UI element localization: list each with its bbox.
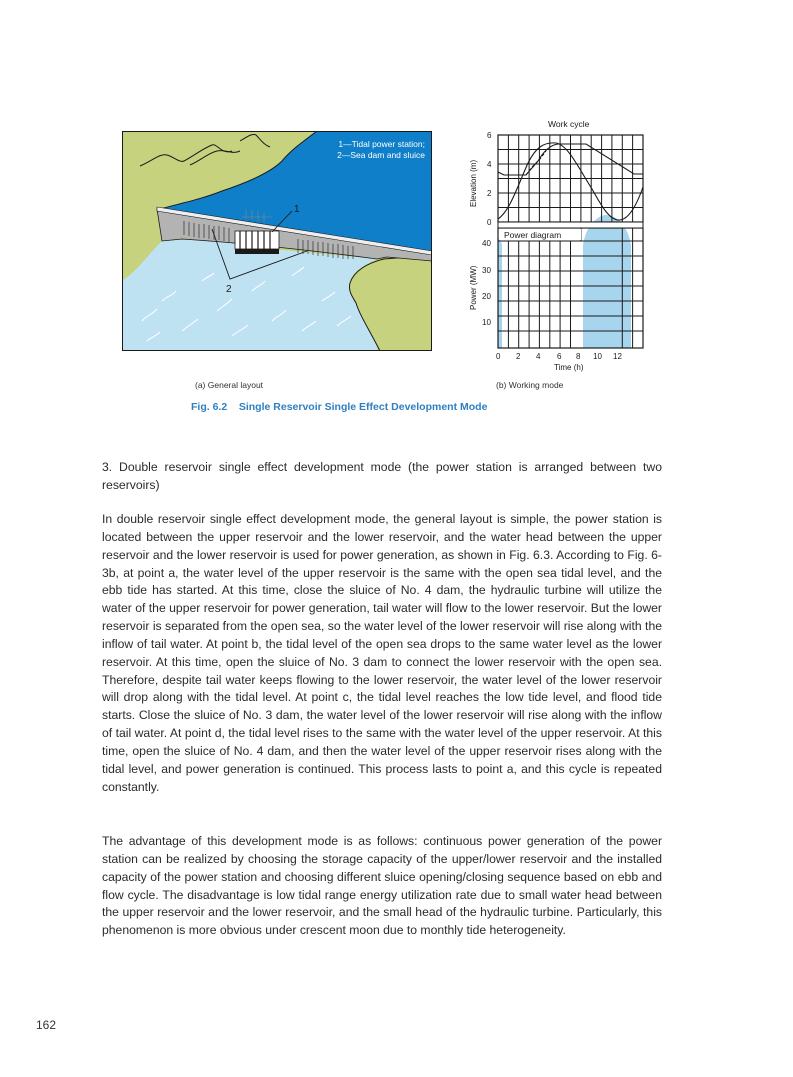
time-tick: 6 [557,352,562,361]
time-tick: 8 [576,352,581,361]
subcaption-b: (b) Working mode [496,380,564,390]
elevation-axis-label: Elevation (m) [469,159,478,207]
legend-item-2: 2—Sea dam and sluice [337,150,425,160]
power-axis-label: Power (MW) [469,265,478,310]
legend-item-1: 1—Tidal power station; [338,139,425,149]
time-tick: 10 [593,352,602,361]
power-tick: 40 [482,239,491,248]
body-paragraph-2: The advantage of this development mode is as follows: continuous power generation of the power station can be realized by choosing the storage capacity of the upper/lower reservoir and the installed capacity of the power station and choosing different sluice opening/closing sequence based on ebb and flow cycle. The disadvantage is low tidal range energy utilization rate due to small water head between the upper reservoir and the lower reservoir, and the small head of the hydraulic turbine. Particularly, this phenomenon is more obvious under crescent moon due to monthly tide heterogeneity. [102,834,662,938]
callout-label-1: 1 [294,204,300,215]
power-tick: 10 [482,318,491,327]
time-tick: 2 [516,352,521,361]
callout-label-2: 2 [226,284,232,295]
reservoir-water [122,239,378,351]
power-tick: 20 [482,292,491,301]
dam-illustration-svg [122,131,432,351]
power-diagram-label: Power diagram [504,230,562,240]
axis-divider [498,222,643,228]
power-fill-main [583,215,631,348]
illustration-legend [327,139,425,161]
work-cycle-chart-svg [462,115,662,375]
figure-caption: Fig. 6.2 Single Reservoir Single Effect Development Mode [191,401,488,413]
page-number: 162 [36,1018,57,1032]
subcaption-a: (a) General layout [195,380,264,390]
general-layout-illustration [122,131,432,351]
elevation-tick: 4 [487,160,492,169]
x-axis-label: Time (h) [554,363,584,372]
elevation-grid [498,135,643,222]
body-paragraph-1: In double reservoir single effect development mode, the general layout is simple, the power station is located between the upper reservoir and the lower reservoir, and the water head between the upper reservoir and the lower reservoir is used for power generation, as shown in Fig. 6.3. According to Fig. 6-3b, at point a, the water level of the upper reservoir is the same with the open sea tidal level, and the ebb tide has started. At this time, close the sluice of No. 4 dam, the hydraulic turbine will utilize the water of the upper reservoir for power generation, tail water will flow to the lower reservoir. But the lower reservoir is separated from the open sea, so the water level of the lower reservoir will rise along with the inflow of tail water. At point b, the tidal level of the open sea drops to the same water level as the lower reservoir. At this time, open the sluice of No. 3 dam to connect the lower reservoir with the open sea. Therefore, despite tail water keeps flowing to the lower reservoir, the water level of the lower reservoir will drop along with the tidal level. At point c, the tidal level reaches the low tide level, and flood tide starts. Close the sluice of No. 3 dam, the water level of the lower reservoir will rise along with the inflow of tail water. At point d, the tidal level rises to the same with the water level of the upper reservoir. At this time, open the sluice of No. 4 dam, and then the water level of the upper reservoir rises along with the tidal level, and power generation is continued. This process lasts to point a, and this cycle is repeated constantly. [102,512,662,794]
time-tick: 12 [613,352,622,361]
power-tick: 30 [482,266,491,275]
elevation-tick: 0 [487,218,492,227]
time-tick: 0 [496,352,501,361]
chart-title: Work cycle [548,119,590,129]
elevation-tick: 2 [487,189,492,198]
working-mode-chart [462,115,662,375]
section-heading: 3. Double reservoir single effect development mode (the power station is arranged between two reservoirs) [102,460,662,492]
time-tick: 4 [536,352,541,361]
elevation-tick: 6 [487,131,492,140]
